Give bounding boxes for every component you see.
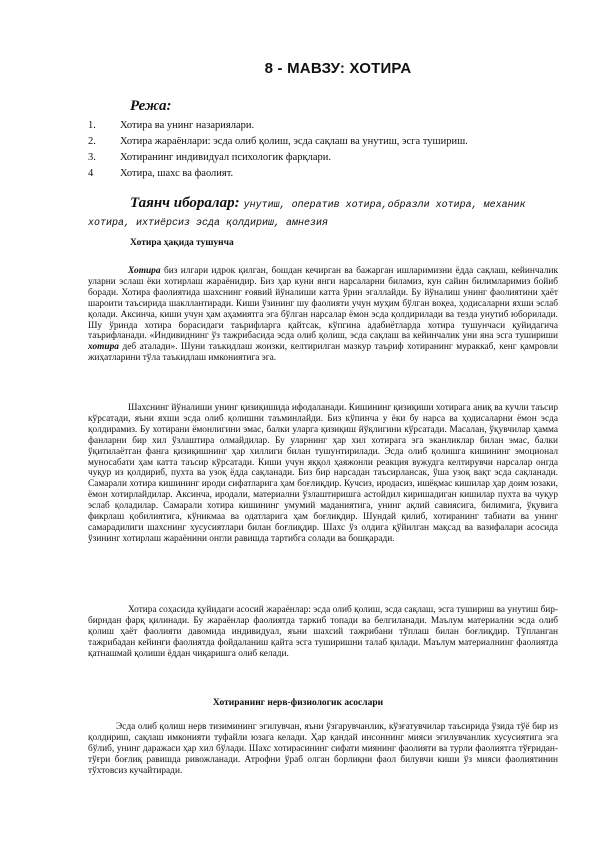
plan-heading: Режа: xyxy=(130,98,172,114)
plan-item-number: 4 xyxy=(88,168,94,179)
plan-item-text: Хотиранинг индивидуал психологик фарқлари. xyxy=(120,152,331,163)
plan-item-number: 2. xyxy=(88,136,96,147)
paragraph-text: биз илгари идрок қилган, бошдан кечирган ва бажарган ишларимизни ёдда сақлаш, кейинчалик уларни эслаш ёки хотирлаш жараёнидир. Биз ҳар куни янги нарсаларни биламиз, кун сайин билимларимиз бойиб боради. Хотира фаолиятида шахснинг ғоявий йўналиши катта ўрин эгаллайди. Бу йўналиш унинг фаолиятини ҳаёт шароити таъсирида шакллантиради. Киши ўзининг шу фаолияти учун муҳим бўлган воқеа, ҳодисаларни яхши эслаб қолади. Аксинча, киши учун ҳам аҳамиятга эга бўлган нарсалар ёмон эсда қолдирилади ва тезда унутиб юборилади. Шу ўринда хотира борасидаги таърифларга қайтсак, кўпгина адабиётларда хотира тушунчаси қуйидагича таърифланади. «Индивиднинг ўз тажрибасида эсда олиб қолиш, эсда сақлаш ва кейинчалик уни яна эсга тушириши xyxy=(88,266,558,342)
paragraph-interest: Шахснинг йўналиши унинг қизиқишида ифодаланади. Кишининг қизиқиши хотирага аниқ ва кучли таъсир кўрсатади, яъни яхши эсда олиб қолишни таъминлайди. Биз кўпинча у ёки бу нарса ва ҳодисаларни ёмон эсда қолдирамиз. Бу хотирани ёмонлигини эмас, балки уларга қизиқиш йўқлигини кўрсатади. Масалан, ўқувчилар ҳамма фанларни бир хил ўзлаштира олмайдилар. Бу уларнинг ҳар хил хотирага эга эканликлар билан эмас, балки ўқитилаётган фанга қизиқишнинг ҳар хиллиги билан тушунтирилади. Эсда олиб қолишга кишининг эмоционал муносабати ҳам катта таъсир кўрсатади. Киши учун яққол ҳаяжонли реакция вужудга келтирувчи нарсалар онгда чуқур из қолдириб, пухта ва узоқ ёдда сақланади. Биз бир нарсадан таъсирлансак, ўша узоқ вақт эсда сақланади. Самарали хотира кишининг ироди сифатларига ҳам боғлиқдир. Кучсиз, иродасиз, ишёқмас кишилар ҳар доим юзаки, ёмон хотирлайдилар. Аксинча, иродали, материални ўзлаштиришга астойдил киришадиган кишилар пухта ва чуқур эслаб қоладилар. Самарали хотира кишининг умумий маданиятига, унинг ақлий савиясига, билимига, ўқувига фикрлаш қобилиятига, кўникмаа ва одатларига ҳам боғлиқдир. Шундай қилиб, хотиранинг табиати ва унинг самарадилиги шахснинг хусусиятлари билан боғлиқдир. Шахс ўз олдига қўйилган мақсад ва вазифалари асосида ўзининг хотирлаш жараёнини онгли равишда тартибга солади ва бошқаради. xyxy=(88,403,558,544)
plan-item-text: Хотира жараёнлари: эсда олиб қолиш, эсда сақлаш ва унутиш, эсга тушириш. xyxy=(120,136,468,147)
plan-item xyxy=(88,166,558,182)
keywords-text: унутиш, оператив хотира,образли хотира, механик хотира, ихтиёрсиз эсда қолдириш, амнезия xyxy=(88,200,526,229)
plan-item-number: 3. xyxy=(88,152,96,163)
plan-item xyxy=(88,134,558,150)
term-memory-inline: хотира xyxy=(88,342,119,353)
paragraph-text: деб аталади». Шуни таъкидлаш жоизки, келтирилган мазкур таъриф хотиранинг мураккаб, кенг қамровли жиҳатларини тўла таъкидлаш имкониятига эга. xyxy=(88,342,558,364)
plan-item xyxy=(88,150,558,166)
plan-item xyxy=(88,118,558,134)
page-title: 8 - МАВЗУ: ХОТИРА xyxy=(264,60,412,77)
keywords-block xyxy=(88,195,558,231)
paragraph-processes: Хотира соҳасида қуйидаги асосий жараёнлар: эсда олиб қолиш, эсда сақлаш, эсга тушириш ва унутиш бир-бирндан фарқ қилинади. Бу жараёнлар фаолиятда таркиб топади ва белгиланади. Маълум материални эсда олиб қолиш ҳаёт фаолияти давомида индивидуал, яъни шахсий тажрибани тўплаш билан боғлиқдир. Тўпланган тажрибадан кейинги фаолиятда фойдаланиш қайта эсга туширишни талаб қилади. Маълум материалнинг фаолиятда қатнашмай қолиши ёддан чиқаришга олиб келади. xyxy=(88,605,558,659)
section-heading-neurophysiology: Хотиранинг нерв-физиологик асослари xyxy=(212,698,384,708)
plan-item-text: Хотира, шахс ва фаолият. xyxy=(120,168,234,179)
keywords-heading: Таянч иборалар: xyxy=(130,195,240,211)
plan-list xyxy=(88,118,558,182)
plan-item-number: 1. xyxy=(88,120,96,131)
paragraph-neurophysiology: Эсда олиб қолиш нерв тизимининг эгилувчан, яъни ўзгарувчанлик, кўзғатувчилар таъсирида ўзида тўё бир из қолдириш, сақлаш имконияти туфайли юзага келади. Ҳар қандай инсоннинг мияси эгилувчанлик хусусиятига эга бўлиб, унинг даражаси ҳар хил бўлади. Шахс хотирасининг сифати миянинг фаолияти ва турли фаолиятга тўғридан-тўғри боғлиқ равишда ривожланади. Атрофни ўраб олган борлиқни фаол билувчи киши ўз мияси фаолиятинин тўхтовсиз кучайтиради. xyxy=(88,722,558,776)
paragraph-memory-definition xyxy=(88,266,558,364)
term-memory: Хотира xyxy=(128,266,161,276)
plan-item-text: Хотира ва унинг назариялари. xyxy=(120,120,255,131)
section-heading-memory-concept: Хотира ҳақида тушунча xyxy=(130,238,234,248)
